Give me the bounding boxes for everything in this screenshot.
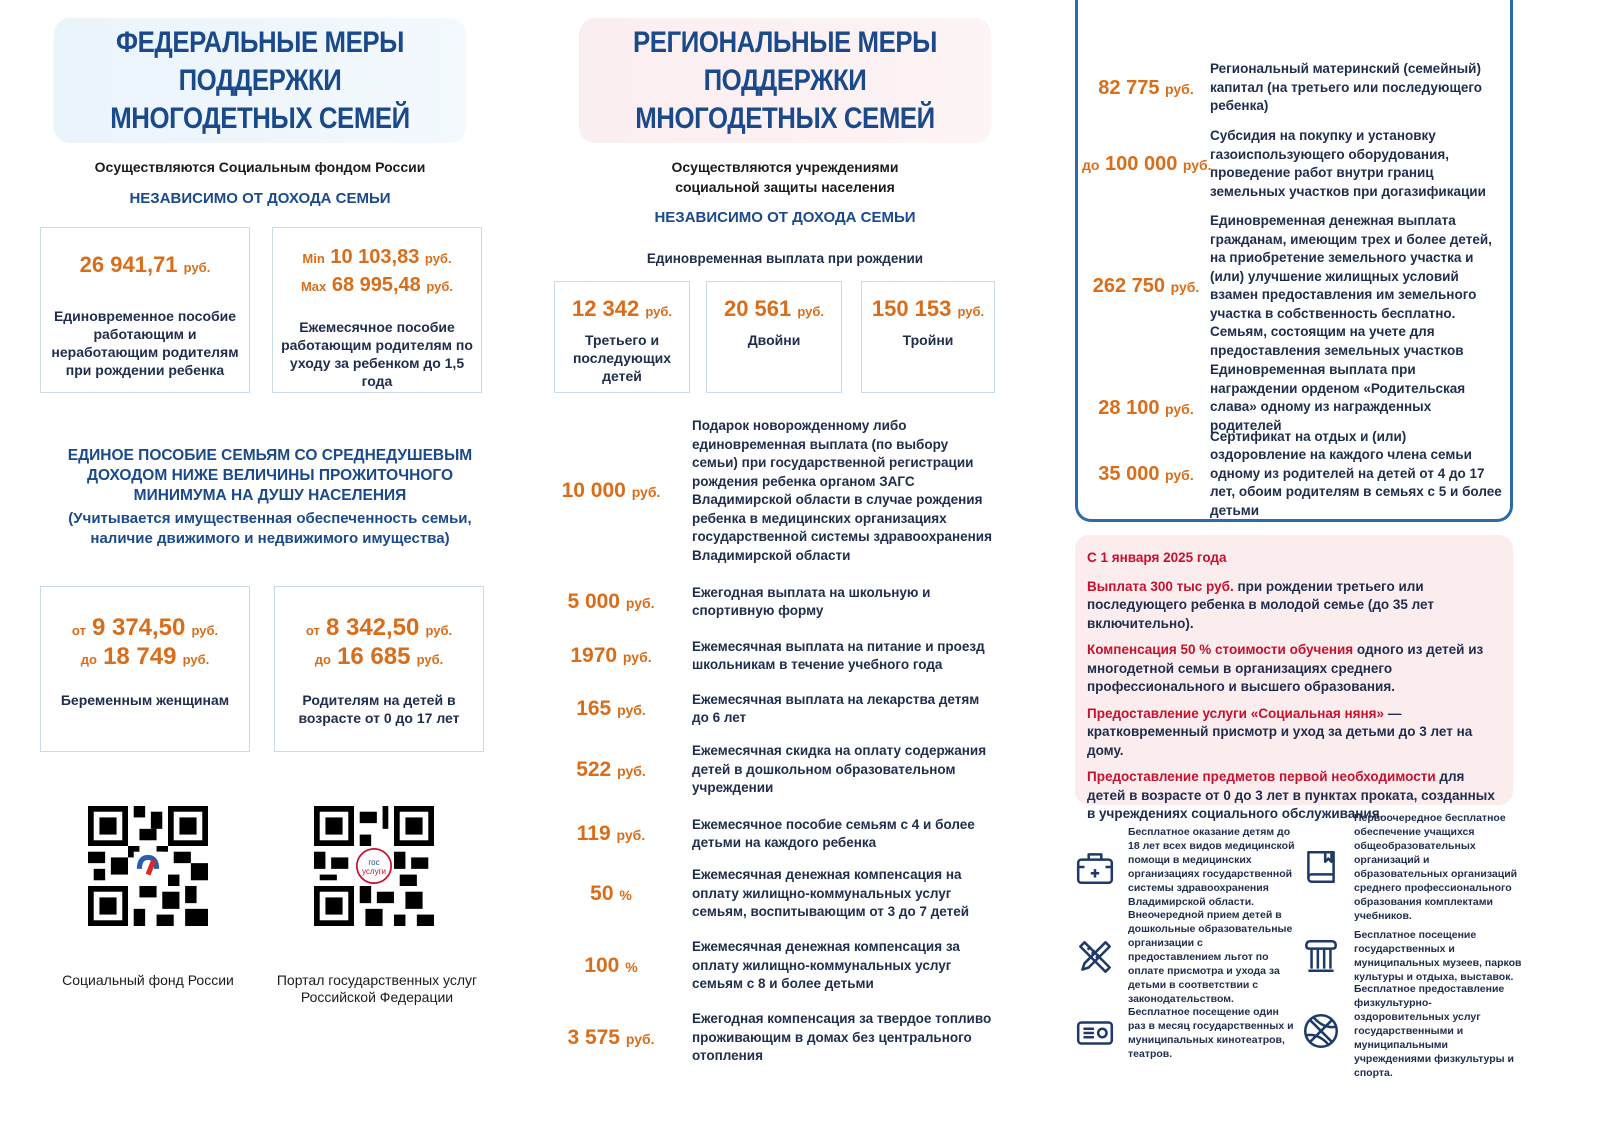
unified-benefit-card (274, 586, 484, 752)
qr-caption-sfr: Социальный фонд России (62, 972, 234, 988)
news-text: одного из детей из многодетной семьи в организациях среднего профессионального и высшего образования. (1087, 642, 1484, 694)
measure-description: Ежемесячная денежная компенсация на оплату жилищно-коммунальных услуг семьям, воспитывающим от 3 до 7 детей (692, 867, 970, 920)
perk-text: Первоочередное бесплатное обеспечение учащихся общеобразовательных организаций и образовательных организаций среднего профессионального образования комплектами учебников. (1354, 812, 1518, 922)
regional-measure (1082, 428, 1512, 518)
measure-description: Ежегодная выплата на школьную и спортивную форму (692, 584, 931, 618)
measure-amount: 3 575 (567, 1026, 620, 1049)
benefit-max-amount: 68 995,48 (331, 274, 421, 296)
qr-code-gosuslugi[interactable] (314, 806, 434, 926)
measure-description: Ежегодная компенсация за твердое топливо проживающим в домах без центрального отопления (692, 1011, 992, 1064)
benefit-description: Ежемесячное пособие работающим родителям по уходу за ребенком до 1,5 года (281, 319, 473, 389)
federal-independent-label: НЕЗАВИСИМО ОТ ДОХОДА СЕМЬИ (129, 190, 391, 207)
unified-benefit-card (40, 586, 250, 752)
to-label: до (80, 652, 97, 667)
news-text: для детей в возрасте от 0 до 3 лет в пунктах проката, созданных в учреждениях социального обслуживания. (1087, 769, 1495, 821)
measure-description: Ежемесячная выплата на питание и проезд школьникам в течение учебного года (692, 638, 985, 672)
news-entry (1087, 705, 1501, 761)
measure-description: Субсидия на покупку и установку газоиспользующего оборудования, проведение работ внутри границ земельных участков при догазификации (1210, 128, 1486, 199)
measure-amount: 100 000 (1105, 152, 1178, 175)
birth-payment-card (706, 281, 842, 393)
currency-unit: руб. (631, 484, 661, 500)
max-label: Max (300, 279, 327, 294)
federal-title-line1: ФЕДЕРАЛЬНЫЕ МЕРЫ ПОДДЕРЖКИ (116, 25, 404, 97)
federal-provider: Осуществляются Социальным фондом России (94, 159, 426, 175)
perk-item (1300, 812, 1522, 922)
benefit-to-amount: 16 685 (337, 643, 411, 670)
museum-column-icon (1300, 935, 1342, 977)
qr-caption-gosuslugi: Портал государственных услуг Российской Федерации (276, 972, 478, 1005)
measure-amount: 119 (576, 822, 611, 845)
perk-item (1300, 927, 1522, 985)
measure-amount: 262 750 (1092, 274, 1166, 297)
projector-icon (1074, 1012, 1116, 1054)
benefit-amount: 26 941,71 (79, 252, 178, 277)
regional-measure (1082, 362, 1512, 433)
perk-text: Внеочередной прием детей в дошкольные образовательные организации с предоставлением льгот по оплате присмотра и ухода за детьми в соответствии с законодательством. (1128, 909, 1293, 1005)
measure-amount: 35 000 (1098, 462, 1160, 485)
gosuslugi-logo-text: услуги (362, 867, 386, 876)
from-label: от (305, 623, 320, 638)
currency-unit: руб. (183, 260, 211, 275)
news-2025-box (1075, 535, 1513, 821)
right-column (1070, 0, 1570, 1133)
measure-description: Ежемесячная скидка на оплату содержания детей в дошкольном образовательном учреждении (692, 743, 987, 796)
currency-unit: руб. (416, 652, 444, 667)
benefit-description: Родителям на детей в возрасте от 0 до 17 лет (298, 692, 460, 726)
regional-title-line1: РЕГИОНАЛЬНЫЕ МЕРЫ ПОДДЕРЖКИ (632, 25, 938, 97)
up-to-label: до (1082, 156, 1100, 173)
measure-amount: 50 (590, 882, 614, 905)
perk-text: Бесплатное предоставление физкультурно-оздоровительных услуг государственными и муниципальными учреждениями физкультуры и спорта. (1354, 983, 1514, 1079)
currency-unit: руб. (182, 652, 210, 667)
perk-item (1074, 1005, 1296, 1061)
currency-unit: руб. (1165, 466, 1194, 483)
federal-title (54, 18, 467, 143)
measure-amount: 100 (584, 954, 620, 977)
birth-payment-desc: Тройни (902, 332, 954, 348)
basketball-icon (1300, 1010, 1342, 1052)
benefit-from-amount: 8 342,50 (325, 614, 420, 641)
regional-measure (530, 582, 1030, 622)
news-entry (1087, 641, 1501, 697)
currency-unit: руб. (426, 279, 454, 294)
measure-amount: 1970 (570, 644, 618, 667)
currency-unit: руб. (616, 827, 646, 843)
regional-measure (530, 1010, 1030, 1066)
percent-unit: % (619, 887, 632, 903)
to-label: до (314, 652, 331, 667)
measure-amount: 165 (576, 697, 612, 720)
medical-kit-icon (1074, 846, 1116, 888)
currency-unit: руб. (625, 1031, 655, 1047)
news-highlight: Компенсация 50 % стоимости обучения (1087, 642, 1354, 657)
measure-description: Единовременная выплата при награждении орденом «Родительская слава» одному из награжденных родителей (1210, 362, 1466, 433)
measure-description: Ежемесячная выплата на лекарства детям до 6 лет (692, 691, 980, 725)
currency-unit: руб. (1165, 400, 1194, 417)
measure-amount: 10 000 (561, 479, 626, 502)
qr-code-sfr[interactable] (88, 806, 208, 926)
birth-payment-card (861, 281, 995, 393)
benefit-to-amount: 18 749 (103, 643, 177, 670)
news-text: — кратковременный присмотр и уход за детьми до 3 лет на дому. (1087, 705, 1473, 758)
currency-unit: руб. (1170, 278, 1200, 295)
unified-benefit-title: ЕДИНОЕ ПОСОБИЕ СЕМЬЯМ СО СРЕДНЕДУШЕВЫМ ДОХОДОМ НИЖЕ ВЕЛИЧИНЫ ПРОЖИТОЧНОГО МИНИМУМА НА ДУШУ НАСЕЛЕНИЯ (67, 447, 473, 504)
benefit-description: Единовременное пособие работающим и неработающим родителям при рождении ребенка (51, 308, 239, 378)
currency-unit: руб. (425, 623, 453, 638)
benefit-card (272, 227, 482, 393)
measure-description: Подарок новорожденному либо единовременная выплата (по выбору семьи) при государственной регистрации рождения ребенка органом ЗАГС Владимирской области в случае рождения ребенка в медицинских организациях государственной системы здравоохранения Владимирской области (692, 418, 992, 563)
news-text: при рождении третьего или последующего ребенка в молодой семье (до 35 лет включительно). (1087, 578, 1434, 631)
measure-description: Сертификат на отдых и (или) оздоровление на каждого члена семьи одному из родителей на детей от 4 до 17 лет, обоим родителям в семьях с 5 и более детьми (1210, 428, 1502, 518)
percent-unit: % (625, 959, 638, 975)
regional-measure (530, 742, 1030, 798)
perk-item (1074, 818, 1296, 916)
news-highlight: Выплата 300 тыс руб. (1087, 578, 1234, 594)
benefit-card (40, 227, 250, 393)
currency-unit: руб. (645, 304, 673, 319)
birth-payment-title: Единовременная выплата при рождении (646, 251, 924, 266)
measure-description: Ежемесячная денежная компенсация за оплату жилищно-коммунальных услуг семьям с 8 и более детьми (692, 939, 960, 992)
currency-unit: руб. (617, 763, 646, 779)
measure-amount: 522 (576, 758, 612, 781)
gosuslugi-logo: гос (368, 857, 380, 867)
federal-column (0, 0, 520, 1133)
min-label: Min (302, 251, 325, 266)
currency-unit: руб. (617, 702, 646, 718)
currency-unit: руб. (191, 623, 219, 638)
news-heading: С 1 января 2025 года (1087, 550, 1227, 565)
regional-independent-label: НЕЗАВИСИМО ОТ ДОХОДА СЕМЬИ (654, 209, 916, 226)
birth-payment-desc: Двойни (747, 332, 801, 348)
regional-measure (530, 636, 1030, 676)
currency-unit: руб. (625, 595, 655, 611)
news-entry (1087, 578, 1501, 634)
currency-unit: руб. (1165, 80, 1194, 97)
perk-text: Бесплатное посещение государственных и муниципальных музеев, парков культуры и отдыха, выставок. (1354, 929, 1522, 983)
regional-title-line2: МНОГОДЕТНЫХ СЕМЕЙ (635, 101, 935, 135)
news-highlight: Предоставление услуги «Социальная няня» (1087, 705, 1385, 721)
benefit-min-amount: 10 103,83 (330, 246, 420, 268)
regional-measure (530, 689, 1030, 729)
measure-description: Единовременная денежная выплата гражданам, имеющим трех и более детей, на приобретение земельного участка и (или) улучшение жилищных условий взамен предоставления им земельного участка в собственность бесплатно. Семьям, состоящим на учете для предоставления земельных участков (1210, 213, 1492, 358)
birth-payment-amount: 12 342 (571, 296, 640, 321)
birth-payment-amount: 20 561 (723, 296, 792, 321)
birth-payment-amount: 150 153 (871, 296, 952, 321)
perk-text: Бесплатное оказание детям до 18 лет всех видов медицинской помощи в медицинских организациях государственной системы здравоохранения Владимирской области. (1128, 826, 1295, 908)
perk-text: Бесплатное посещение один раз в месяц государственных и муниципальных кинотеатров, театров. (1128, 1006, 1294, 1060)
regional-measure (530, 417, 1030, 565)
regional-provider-line2: социальной защиты населения (675, 179, 895, 195)
measure-amount: 5 000 (567, 590, 620, 613)
benefit-description: Беременным женщинам (60, 692, 230, 708)
regional-measure (530, 814, 1030, 854)
perk-item (1300, 983, 1522, 1079)
measure-amount: 28 100 (1098, 396, 1160, 419)
measure-amount: 82 775 (1098, 76, 1160, 99)
currency-unit: руб. (1182, 156, 1212, 173)
currency-unit: руб. (622, 649, 652, 665)
federal-title-line2: МНОГОДЕТНЫХ СЕМЕЙ (110, 101, 410, 135)
regional-measure (1082, 211, 1512, 361)
regional-title (579, 18, 992, 143)
regional-measure (530, 866, 1030, 922)
regional-measure (1082, 126, 1512, 202)
birth-payment-desc: Третьего и последующих детей (572, 332, 672, 384)
regional-measure (1082, 60, 1512, 116)
currency-unit: руб. (424, 251, 452, 266)
perk-item (1074, 909, 1296, 1005)
book-icon (1300, 846, 1342, 888)
measure-description: Региональный материнский (семейный) капитал (на третьего или последующего ребенка) (1210, 61, 1483, 114)
birth-payment-card (554, 281, 690, 393)
news-highlight: Предоставление предметов первой необходимости (1087, 769, 1436, 784)
pencil-ruler-icon (1074, 936, 1116, 978)
currency-unit: руб. (797, 304, 825, 319)
regional-provider-line1: Осуществляются учреждениями (671, 159, 899, 175)
regional-column (530, 0, 1040, 1133)
unified-benefit-note: (Учитывается имущественная обеспеченность семьи, наличие движимого и недвижимого имущества) (68, 510, 472, 547)
currency-unit: руб. (957, 304, 985, 319)
regional-measure (530, 938, 1030, 994)
measure-description: Ежемесячное пособие семьям с 4 и более детьми на каждого ребенка (692, 816, 975, 850)
benefit-from-amount: 9 374,50 (91, 614, 186, 641)
from-label: от (71, 623, 86, 638)
